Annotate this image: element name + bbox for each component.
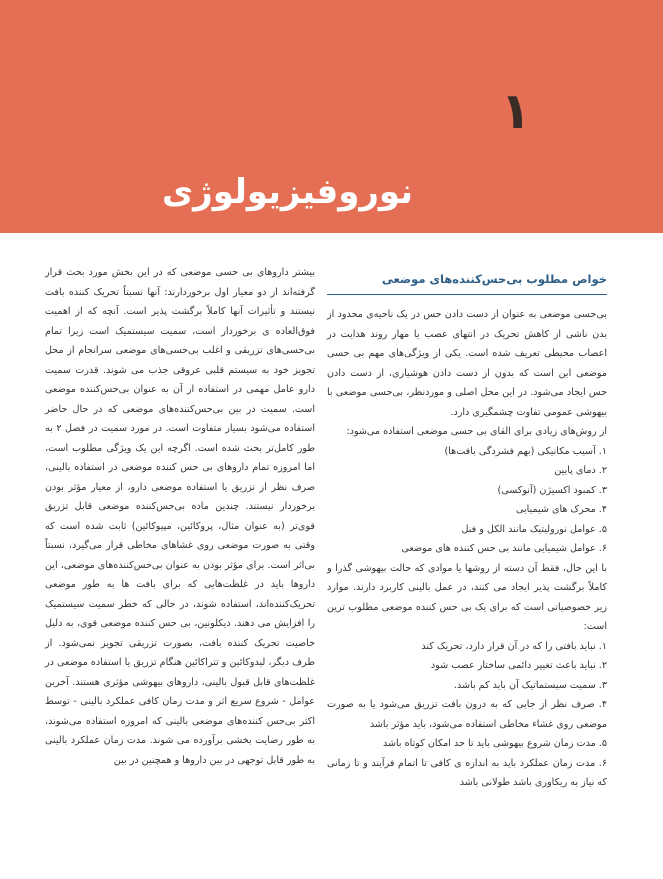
- intro-paragraph: بی‌حسی موضعی به عنوان از دست دادن حس در یک ناحیه‌ی محدود از بدن ناشی از کاهش تحریک در انتهای عصب یا مهار روند هدایت در اعصاب محیطی تعریف شده است. یکی از ویژگی‌های مهم بی حسی موضعی این است که بدون از دست دادن هوشیاری، از دست دادن حس ایجاد می‌شود. در این محل اصلی و موردنظر، بی‌حسی موضعی با بیهوشی عمومی تفاوت چشمگیری دارد.: [327, 309, 607, 418]
- chapter-banner: [0, 0, 663, 233]
- left-column: [45, 263, 315, 770]
- list-item: ۵. عوامل نورولیتیک مانند الکل و فنل: [461, 523, 607, 535]
- chapter-title: نوروفیزیولوژی: [162, 172, 413, 212]
- list-item: ۶. عوامل شیمیایی مانند بی حس کننده های موضعی: [401, 543, 607, 554]
- right-column: [327, 268, 607, 793]
- methods-intro: از روش‌های زیادی برای القای بی حسی موضعی استفاده می‌شود:: [346, 426, 607, 437]
- list-item: ۲. دمای پایین: [554, 465, 607, 476]
- chapter-number: ۱: [500, 82, 531, 140]
- heading-divider: [327, 294, 607, 295]
- list-item: ۶. مدت زمان عملکرد باید به اندازه ی کافی تا اتمام فرآیند و تا زمانی که نیاز به ریکاوری باشد طولانی باشد: [327, 757, 607, 788]
- list-item: ۵. مدت زمان شروع بیهوشی باید تا حد امکان کوتاه باشد: [382, 738, 607, 749]
- list-item: ۱. نباید بافتی را که در آن قرار دارد، تحریک کند: [421, 640, 607, 652]
- list-item: ۱. آسیب مکانیکی (بهم فشردگی بافت‌ها): [444, 445, 607, 457]
- list-item: ۲. نباید باعث تغییر دائمی ساختار عصب شود: [430, 660, 607, 671]
- list-item: ۴. صرف نظر از جایی که به درون بافت تزریق می‌شود یا به صورت موضعی روی غشاء مخاطی استفاده می‌شود، باید مؤثر باشد: [327, 699, 607, 730]
- body-paragraph: بیشتر داروهای بی حسی موضعی که در این بخش مورد بحث قرار گرفته‌اند از دو معیار اول برخوردارند: آنها نسبتاً تحریک کننده بافت نیستند و تأثیرات آنها کاملاً برگشت پذیر است. آنچه که از اهمیت فوق‌العاده ی برخوردار است، سمیت سیستمیک است زیرا تمام بی‌حسی‌های تزریقی و اغلب بی‌حسی‌های موضعی سرانجام از محل تجویز خود به سیستم قلبی عروقی جذب می شوند. قدرت سمیت دارو عامل مهمی در استفاده از آن به عنوان بی‌حس‌کننده موضعی است. سمیت در بین بی‌حس‌کننده‌های موضعی که در حال حاضر استفاده می‌شود بسیار متفاوت است. در مورد سمیت در فصل ۲ به طور کامل‌تر بحث شده است. اگرچه این یک ویژگی مطلوب است، اما امروزه تمام داروهای بی حس کننده موضعی در استفاده بالینی، صرف نظر از تزریق یا استفاده موضعی دارو، از معیار مؤثر بودن برخوردار نیستند. چندین ماده بی‌حس‌کننده موضعی قابل تزریق قوی‌تر (به عنوان مثال، پروکائین، مپیوکائین) ثابت شده است که وقتی به صورت موضعی روی غشاهای مخاطی قرار می‌گیرد، نسبتاً بی‌اثر است. برای مؤثر بودن به عنوان بی‌حس‌کننده‌های موضعی، این داروها باید در غلظت‌هایی که برای بافت ها به طور موضعی تحریک‌کننده‌اند، استفاده شوند، در حالی که خطر سمیت سیستمیک را افزایش می دهند. دیکلونین، بی حس کننده موضعی قوی، به دلیل خاصیت تحریک کننده بافت، بصورت تزریقی تجویز نمی‌شود. از طرف دیگر، لیدوکائین و تتراکائین هنگام تزریق یا استفاده موضعی در غلظت‌های قابل قبول بالینی، داروهای بیهوشی مؤثری هستند. آخرین عوامل - شروع سریع اثر و مدت زمان کافی عملکرد بالینی - توسط اکثر بی‌حس کننده‌های موضعی بالینی که امروزه استفاده می‌شوند، به طور رضایت بخشی برآورده می شوند. مدت زمان عملکرد بالینی به طور قابل توجهی در بین داروها و همچنین در بین: [45, 267, 315, 766]
- list-item: ۳. کمبود اکسیژن (آنوکسی): [497, 484, 607, 496]
- section-heading: خواص مطلوب بی‌حس‌کننده‌های موضعی: [381, 272, 607, 286]
- properties-intro: با این حال، فقط آن دسته از روشها یا موادی که حالت بیهوشی گذرا و کاملاً برگشت پذیر ایجاد می کنند، در عمل بالینی کاربرد دارند. موارد زیر خصوصیاتی است که برای یک بی حس کننده موضعی مطلوب ترین است:: [327, 562, 607, 632]
- list-item: ۴. محرک های شیمیایی: [515, 504, 607, 515]
- list-item: ۳. سمیت سیستماتیک آن باید کم باشد.: [453, 679, 607, 691]
